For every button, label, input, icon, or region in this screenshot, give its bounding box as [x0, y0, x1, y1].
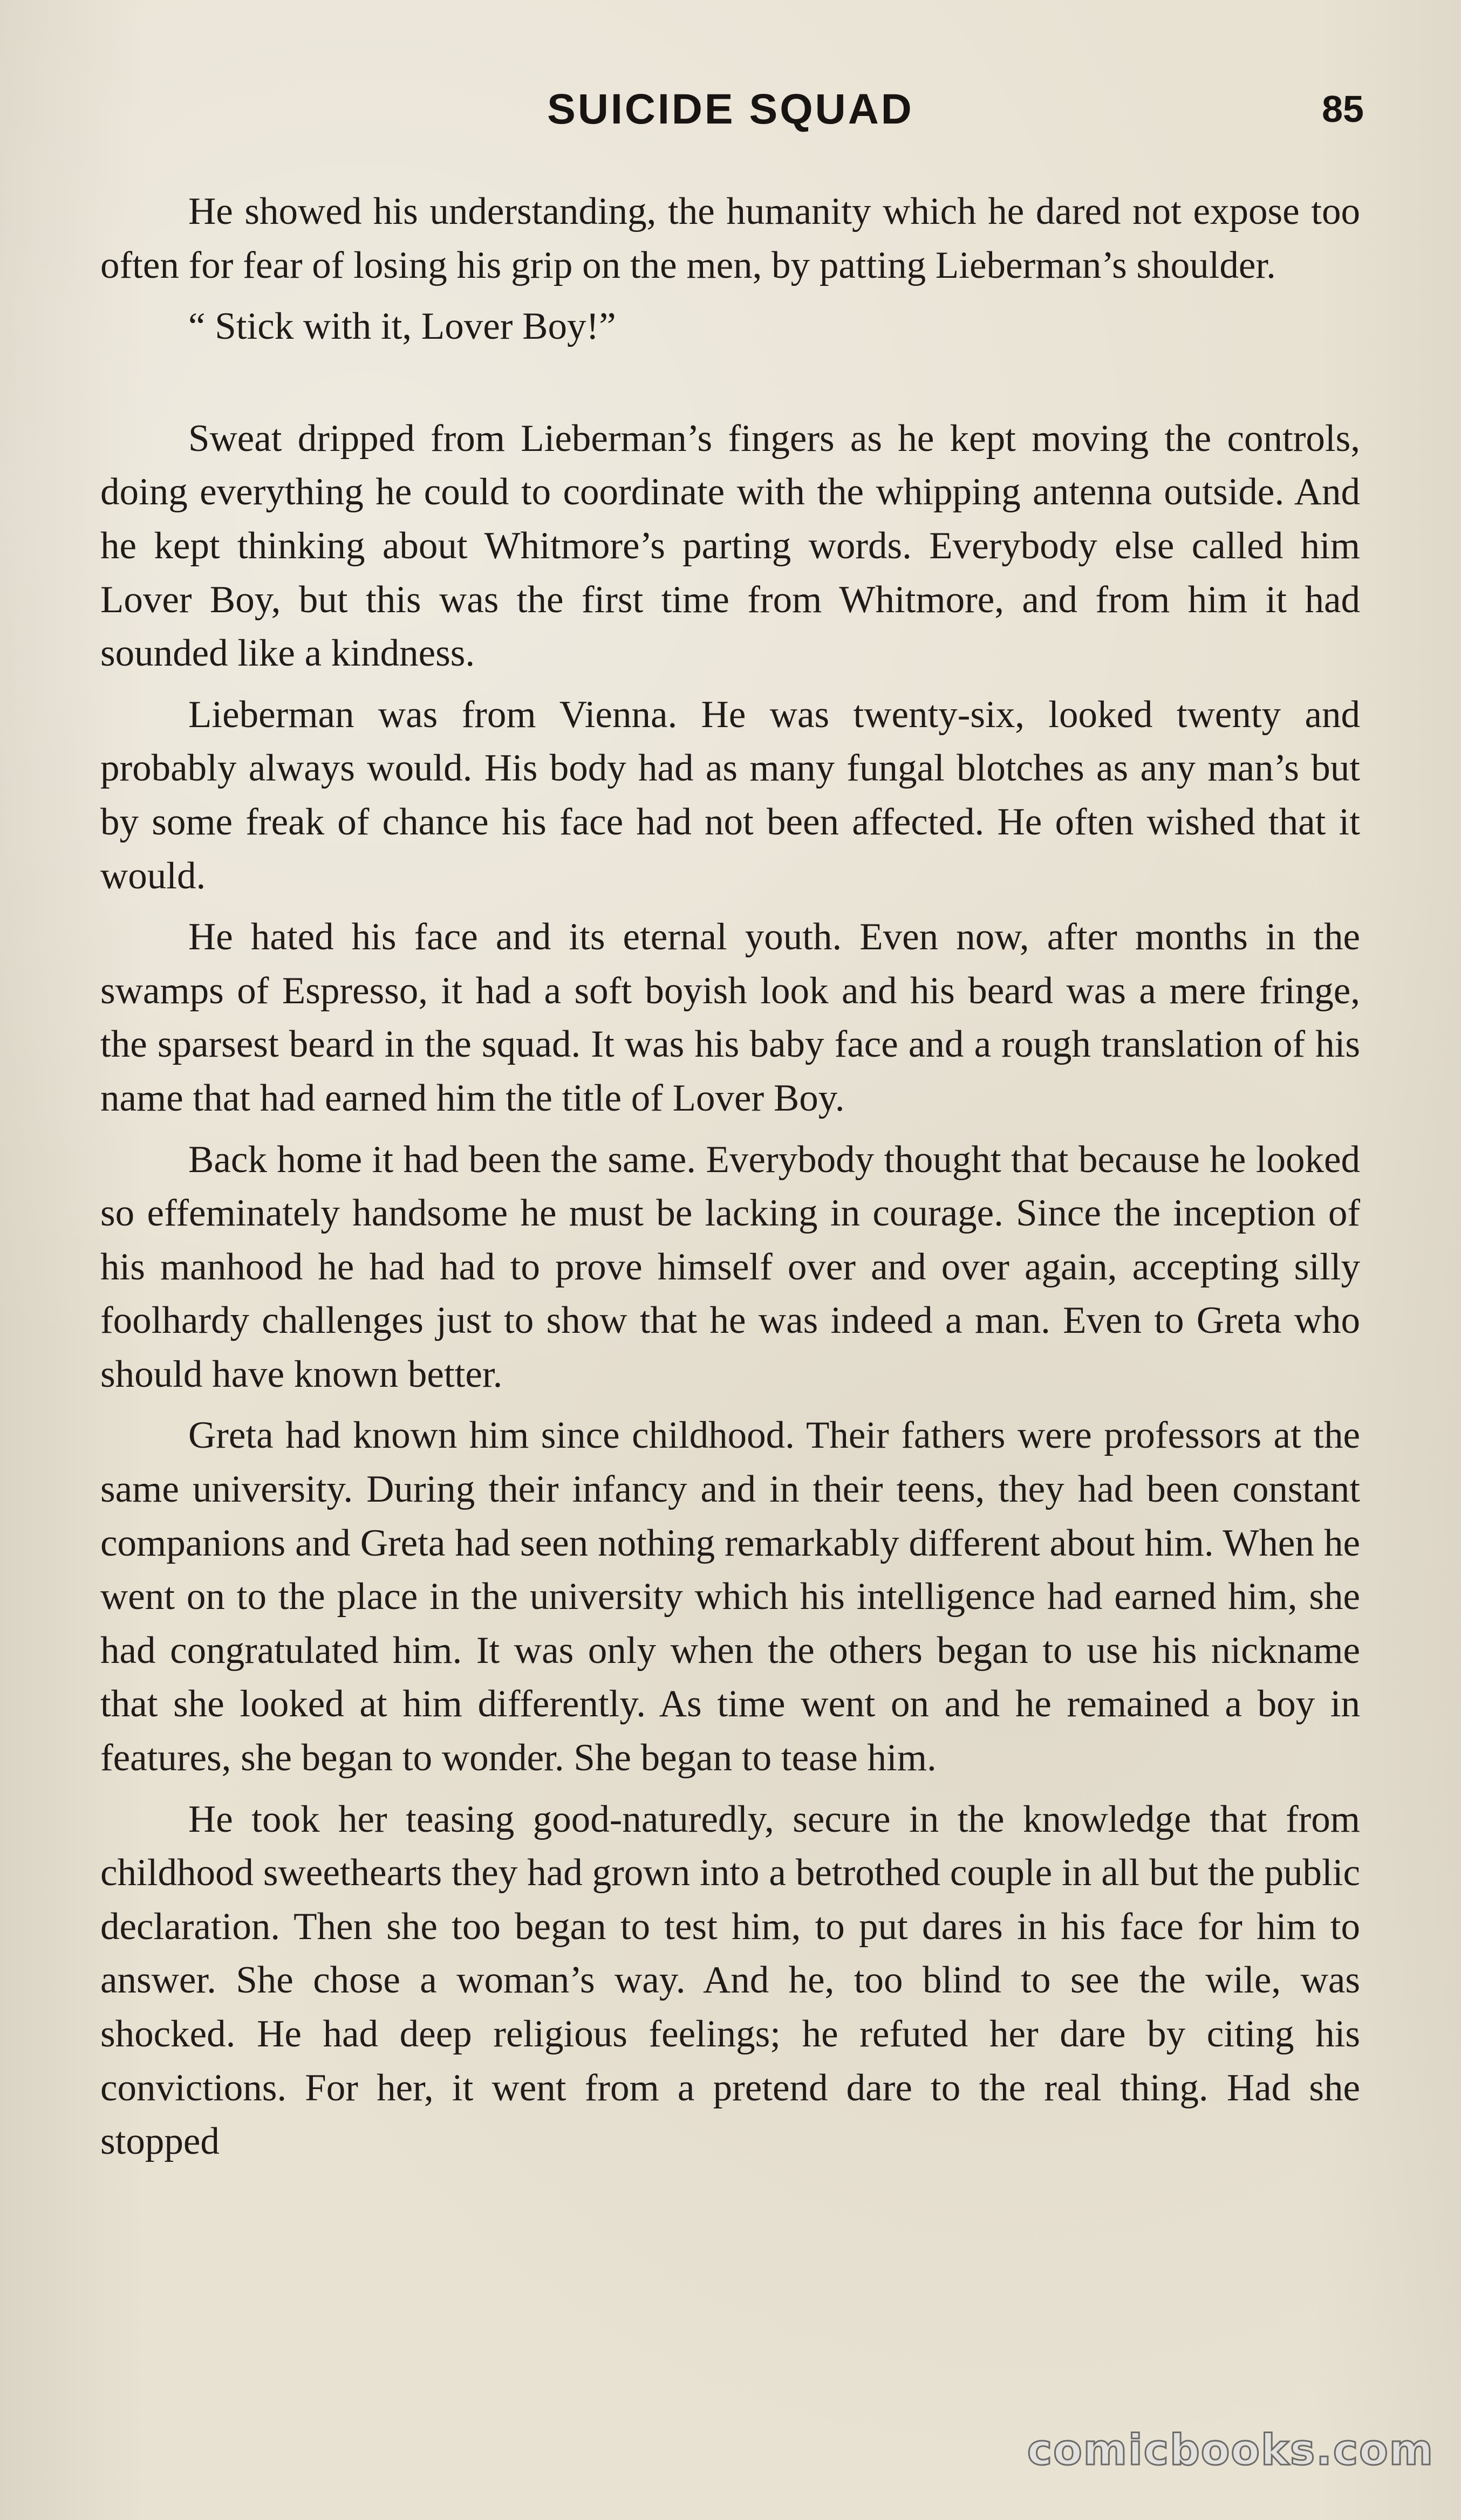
running-head: [0, 82, 1461, 136]
paragraph-8: He took her teasing good-naturedly, secure in the knowledge that from childhood sweethearts they had grown into a betrothed couple in all but the public declaration. Then she too began to test him, to put dares in his face for him to answer. She chose a woman’s way. And he, too blind to see the wile, was shocked. He had deep religious feelings; he refuted her dare by citing his convictions. For her, it went from a pretend dare to the real thing. Had she stopped: [100, 1798, 1360, 2163]
paragraph-5: He hated his face and its eternal youth. Even now, after months in the swamps of Espresso, it had a soft boyish look and his beard was a mere fringe, the sparsest beard in the squad. It was his baby face and a rough translation of his name that had earned him the title of Lover Boy.: [100, 916, 1360, 1119]
page-number: 85: [1322, 88, 1364, 130]
chapter-title: SUICIDE SQUAD: [547, 85, 914, 133]
body-text: [100, 185, 1360, 2176]
paragraph-7: Greta had known him since childhood. Their fathers were professors at the same university. During their infancy and in their teens, they had been constant companions and Greta had seen nothing remarkably different about him. When he went on to the place in the university which his intelligence had earned him, she had congratulated him. It was only when the others began to use his nickname that she looked at him differently. As time went on and he remained a boy in features, she began to wonder. She began to tease him.: [100, 1414, 1360, 1779]
source-watermark: comicbooks.com: [1027, 2426, 1434, 2475]
paragraph-4: Lieberman was from Vienna. He was twenty-six, looked twenty and probably always would. His body had as many fungal blotches as any man’s but by some freak of chance his face had not been affected. He often wished that it would.: [100, 693, 1360, 897]
paragraph-6: Back home it had been the same. Everybody thought that because he looked so effeminately handsome he must be lacking in courage. Since the inception of his manhood he had had to prove himself over and over again, accepting silly foolhardy challenges just to show that he was indeed a man. Even to Greta who should have known better.: [100, 1138, 1360, 1395]
dialogue-line: “ Stick with it, Lover Boy!”: [188, 305, 616, 348]
paragraph-1: He showed his understanding, the humanity which he dared not expose too often for fear of losing his grip on the men, by patting Lieberman’s shoulder.: [100, 190, 1360, 286]
section-break: [100, 354, 1360, 412]
paragraph-3: Sweat dripped from Lieberman’s fingers as he kept moving the controls, doing everything he could to coordinate with the whipping antenna outside. And he kept thinking about Whitmore’s parting words. Everybody else called him Lover Boy, but this was the first time from Whitmore, and from him it had sounded like a kindness.: [100, 417, 1360, 675]
